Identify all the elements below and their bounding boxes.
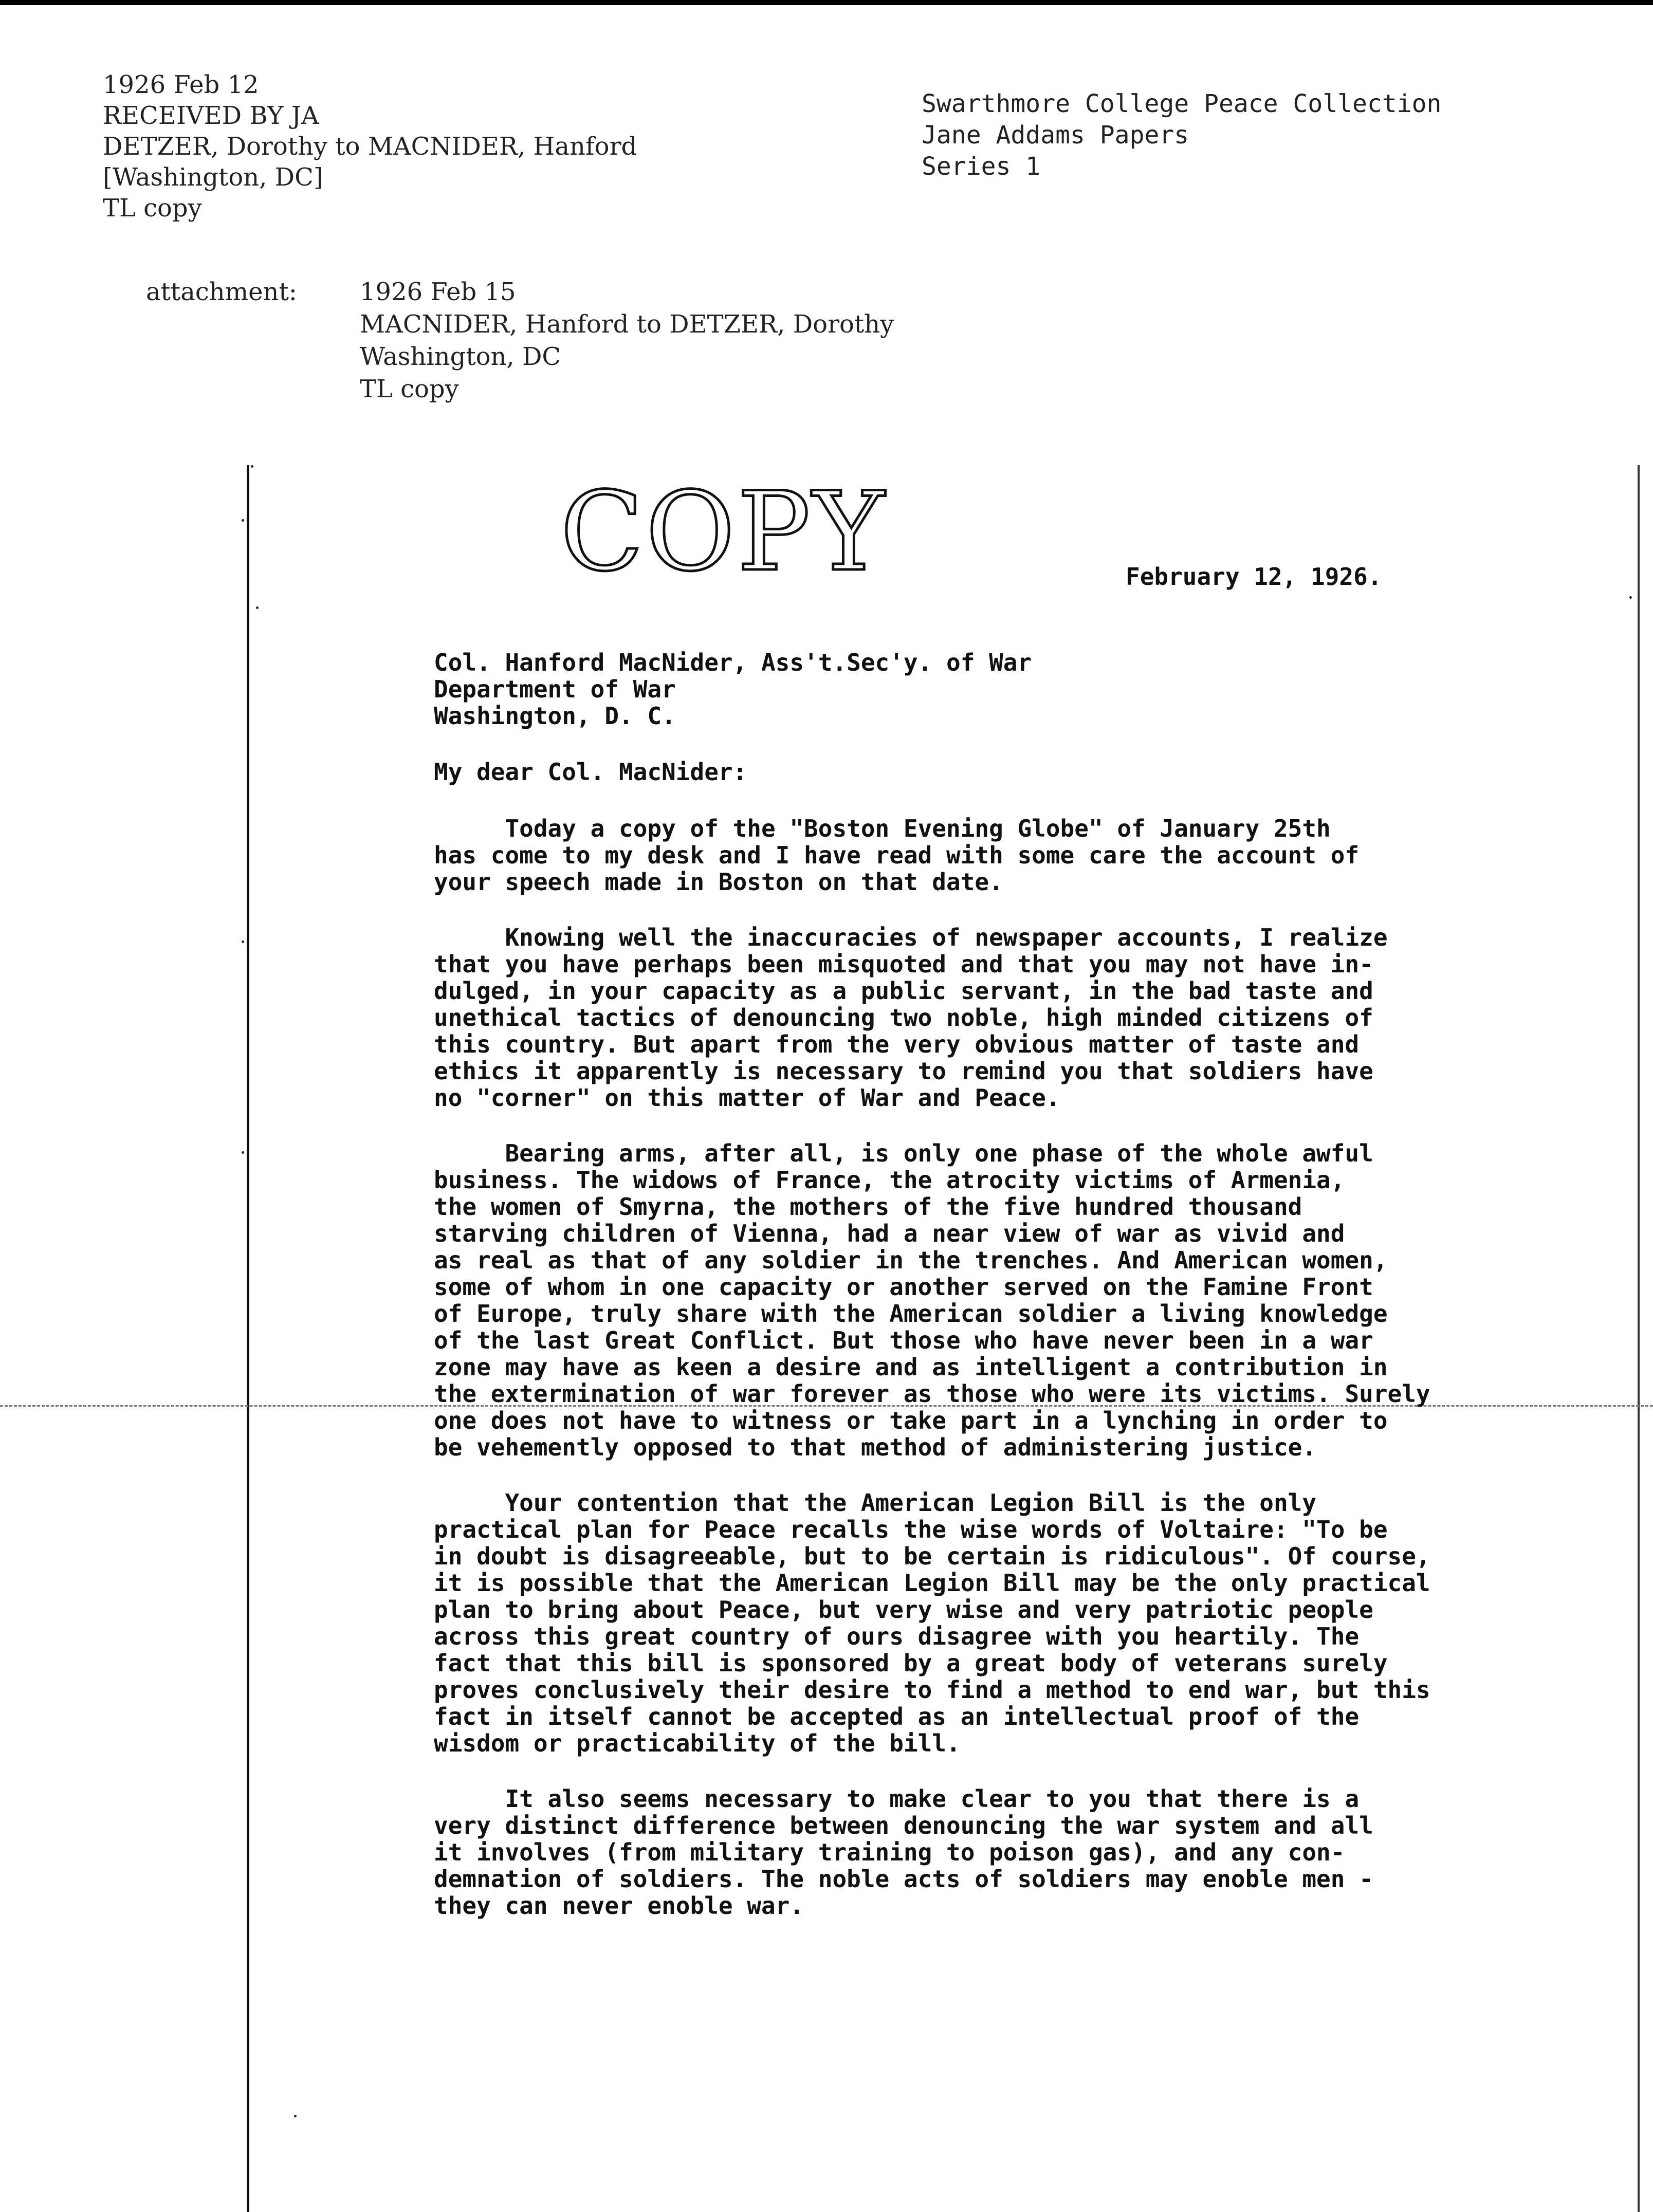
margin-speck [256, 606, 259, 609]
paragraph-line: in doubt is disagreeable, but to be certain is ridiculous". Of course, [434, 1542, 1430, 1570]
attachment-label: attachment: [146, 278, 297, 306]
paragraph-line: it is possible that the American Legion Bill may be the only practical [434, 1569, 1430, 1597]
paragraph-line: as real as that of any soldier in the trenches. And American women, [434, 1246, 1388, 1274]
paragraph-line: zone may have as keen a desire and as intelligent a contribution in [434, 1353, 1388, 1381]
paragraph-line: one does not have to witness or take part in a lynching in order to [434, 1407, 1388, 1434]
paragraph-line: fact that this bill is sponsored by a great body of veterans surely [434, 1649, 1388, 1677]
attachment-place: Washington, DC [360, 342, 561, 371]
top-edge [0, 0, 1653, 5]
copy-stamp: COPY [560, 468, 887, 595]
paragraph [434, 1140, 1616, 1461]
paragraph-line: dulged, in your capacity as a public servant, in the bad taste and [434, 977, 1373, 1005]
sheet-left-edge [247, 465, 249, 2212]
paragraph-line: your speech made in Boston on that date. [434, 868, 1003, 896]
catalog-format: TL copy [103, 194, 202, 223]
margin-speck [242, 519, 244, 522]
paragraph-line: this country. But apart from the very obvious matter of taste and [434, 1030, 1360, 1058]
paragraph-line: Bearing arms, after all, is only one phase of the whole awful [434, 1139, 1373, 1167]
attachment-details [360, 276, 894, 405]
margin-speck [1629, 596, 1632, 599]
inside-address [434, 649, 1032, 729]
collection-name: Swarthmore College Peace Collection [922, 89, 1442, 118]
paragraph [434, 1489, 1616, 1757]
catalog-date: 1926 Feb 12 [103, 70, 259, 99]
letter-date: February 12, 1926. [1126, 563, 1382, 591]
paragraph-line: that you have perhaps been misquoted and that you may not have in- [434, 950, 1373, 978]
catalog-entry [103, 69, 637, 224]
margin-speck [242, 1151, 244, 1154]
paragraph-line: Knowing well the inaccuracies of newspaper accounts, I realize [434, 924, 1388, 951]
catalog-received: RECEIVED BY JA [103, 101, 319, 130]
paragraph-line: be vehemently opposed to that method of administering justice. [434, 1433, 1317, 1461]
paragraph-line: they can never enoble war. [434, 1892, 804, 1920]
paragraph-line: demnation of soldiers. The noble acts of soldiers may enoble men - [434, 1865, 1373, 1893]
attachment-correspondents: MACNIDER, Hanford to DETZER, Dorothy [360, 310, 894, 339]
paragraph [434, 815, 1616, 895]
paragraph-line: the women of Smyrna, the mothers of the five hundred thousand [434, 1193, 1302, 1221]
salutation: My dear Col. MacNider: [434, 758, 747, 786]
paragraph [434, 924, 1616, 1111]
paragraph-line: wisdom or practicability of the bill. [434, 1729, 961, 1757]
paragraph-line: of Europe, truly share with the American soldier a living knowledge [434, 1300, 1388, 1328]
papers-name: Jane Addams Papers [922, 121, 1189, 150]
attachment-format: TL copy [360, 375, 459, 403]
paragraph-line: Today a copy of the "Boston Evening Globe" of January 25th [434, 815, 1331, 842]
attachment-date: 1926 Feb 15 [360, 278, 516, 306]
paragraph-line: no "corner" on this matter of War and Peace. [434, 1084, 1060, 1112]
paragraph-line: has come to my desk and I have read with some care the account of [434, 841, 1360, 869]
paragraph-line: the extermination of war forever as those who were its victims. Surely [434, 1380, 1430, 1408]
paragraph-line: of the last Great Conflict. But those who have never been in a war [434, 1326, 1373, 1354]
collection-info [922, 88, 1441, 182]
paragraph-line: plan to bring about Peace, but very wise and very patriotic people [434, 1596, 1373, 1624]
paragraph-line: very distinct difference between denouncing the war system and all [434, 1812, 1373, 1839]
paragraph-line: proves conclusively their desire to find a method to end war, but this [434, 1676, 1430, 1704]
paragraph-line: unethical tactics of denouncing two noble, high minded citizens of [434, 1004, 1373, 1031]
paragraph-line: practical plan for Peace recalls the wise words of Voltaire: "To be [434, 1516, 1388, 1543]
catalog-place: [Washington, DC] [103, 163, 323, 192]
paragraph-line: It also seems necessary to make clear to you that there is a [434, 1785, 1360, 1813]
sheet-right-edge [1638, 465, 1640, 2212]
address-line: Col. Hanford MacNider, Ass't.Sec'y. of War [434, 649, 1032, 676]
paragraph-line: starving children of Vienna, had a near view of war as vivid and [434, 1220, 1345, 1247]
paragraph-line: ethics it apparently is necessary to remind you that soldiers have [434, 1057, 1373, 1085]
paragraph-line: business. The widows of France, the atrocity victims of Armenia, [434, 1166, 1345, 1194]
letter-body [434, 815, 1616, 1948]
address-line: Department of War [434, 675, 676, 703]
paragraph [434, 1785, 1616, 1919]
paragraph-line: Your contention that the American Legion Bill is the only [434, 1489, 1317, 1517]
paragraph-line: across this great country of ours disagree with you heartily. The [434, 1623, 1360, 1650]
paragraph-line: some of whom in one capacity or another served on the Famine Front [434, 1273, 1373, 1301]
address-line: Washington, D. C. [434, 702, 676, 730]
paragraph-line: it involves (from military training to poison gas), and any con- [434, 1838, 1345, 1866]
catalog-correspondents: DETZER, Dorothy to MACNIDER, Hanford [103, 132, 637, 161]
margin-speck [294, 2115, 297, 2117]
paragraph-line: fact in itself cannot be accepted as an intellectual proof of the [434, 1703, 1360, 1730]
margin-speck [242, 941, 244, 943]
margin-speck [251, 465, 253, 468]
series-number: Series 1 [922, 152, 1041, 181]
